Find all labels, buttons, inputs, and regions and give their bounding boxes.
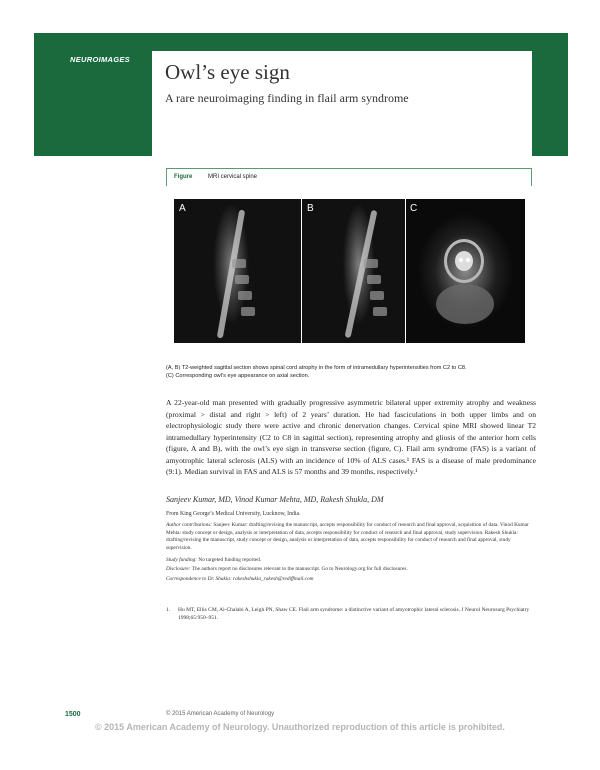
mri-panel-a	[174, 199, 301, 343]
article-title: Owl’s eye sign	[165, 60, 290, 84]
spinal-cord	[217, 209, 245, 338]
vertebra	[364, 259, 378, 268]
mri-panel-b	[302, 199, 405, 343]
figure-title: MRI cervical spine	[208, 174, 258, 180]
body-paragraph: A 22-year-old man presented with gradually progressive asymmetric bilateral upper extremity atrophy and weakness (proximal > distal and right > left) of 2 years’ duration. He had fasciculations in both upper limbs and on electrophysiologic study there were active and chronic denervation changes. Cervical spine MRI showed linear T2 intramedullary hyperintensity (C2 to C8 in sagittal section), representing atrophy and gliosis of the anterior horn cells (figure, A and B), with the owl’s eye sign in transverse section (figure, C). Flail arm syndrome (FAS) is a variant of amyotrophic lateral sclerosis (ALS) with an incidence of 10% of ALS cases.¹ FAS is a disease of male predominance (9:1). Median survival in FAS and ALS is 57 months and 39 months, respectively.¹	[166, 398, 536, 476]
caption-line: (A, B) T2-weighted sagittal section shows spinal cord atrophy in the form of intramedullary hyperintensities from C2 to C8.	[166, 365, 467, 371]
vertebra	[241, 307, 255, 316]
vertebra	[232, 259, 246, 268]
caption-line: (C) Corresponding owl’s eye appearance on axial section.	[166, 373, 310, 379]
affiliation: From King George’s Medical University, Lucknow, India.	[166, 511, 301, 517]
contrib-text: Sanjeev Kumar: drafting/revising the manuscript, accepts responsibility for conduct of research and final approval, acquisition of data. Vinod Kumar Mehta: study concept or design, analysis or interpretation of data, accepts responsibility for conduct of research and final approval, study supervision. Rakesh Shukla: drafting/revising the manuscript, study concept or design, analysis or interpretation of data, accepts responsibility for conduct of research and final approval, study supervision.	[166, 522, 529, 551]
spinal-canal	[455, 251, 473, 271]
funding-label: Study funding:	[166, 557, 198, 563]
panel-label-b: B	[307, 203, 314, 214]
correspondence-text: Correspondence to Dr. Shukla: rakeshshukla_rakesh@rediffmail.com	[166, 576, 314, 582]
figure-caption	[166, 364, 536, 380]
contrib-label: Author contributions:	[166, 522, 213, 528]
vertebra	[370, 291, 384, 300]
funding-text: No targeted funding reported.	[198, 557, 262, 563]
reference-number: 1.	[166, 607, 171, 613]
reference-text: Hu MT, Ellis CM, Al-Chalabi A, Leigh PN, Shaw CE. Flail arm syndrome: a distinctive variant of amyotrophic lateral sclerosis. J Neurol Neurosurg Psychiatry 1998;65:950–951.	[178, 607, 530, 621]
mri-panel-c	[406, 199, 525, 343]
copyright-notice: © 2015 American Academy of Neurology	[166, 711, 275, 717]
copyright-watermark: © 2015 American Academy of Neurology. Unauthorized reproduction of this article is prohibited.	[95, 722, 505, 732]
figure-label: Figure	[174, 174, 193, 180]
disclosure-text: The authors report no disclosures relevant to the manuscript. Go to Neurology.org for full disclosures.	[191, 566, 408, 572]
vertebra	[373, 307, 387, 316]
author-contributions	[166, 522, 536, 552]
article-subtitle: A rare neuroimaging finding in flail arm syndrome	[165, 91, 409, 105]
spinal-cord	[345, 210, 378, 338]
posterior-tissue	[436, 284, 494, 324]
panel-label-c: C	[410, 203, 418, 214]
vertebra	[235, 275, 249, 284]
page-number: 1500	[65, 711, 81, 718]
section-label: NEUROIMAGES	[70, 55, 130, 64]
panel-label-a: A	[179, 203, 186, 214]
study-funding	[166, 557, 536, 565]
vertebra	[367, 275, 381, 284]
owl-eye-left	[459, 258, 463, 262]
vertebra	[238, 291, 252, 300]
disclosure	[166, 566, 536, 574]
author-list: Sanjeev Kumar, MD, Vinod Kumar Mehta, MD, Rakesh Shukla, DM	[166, 495, 384, 504]
correspondence	[166, 576, 536, 584]
disclosure-label: Disclosure:	[166, 566, 191, 572]
owl-eye-right	[466, 258, 470, 262]
